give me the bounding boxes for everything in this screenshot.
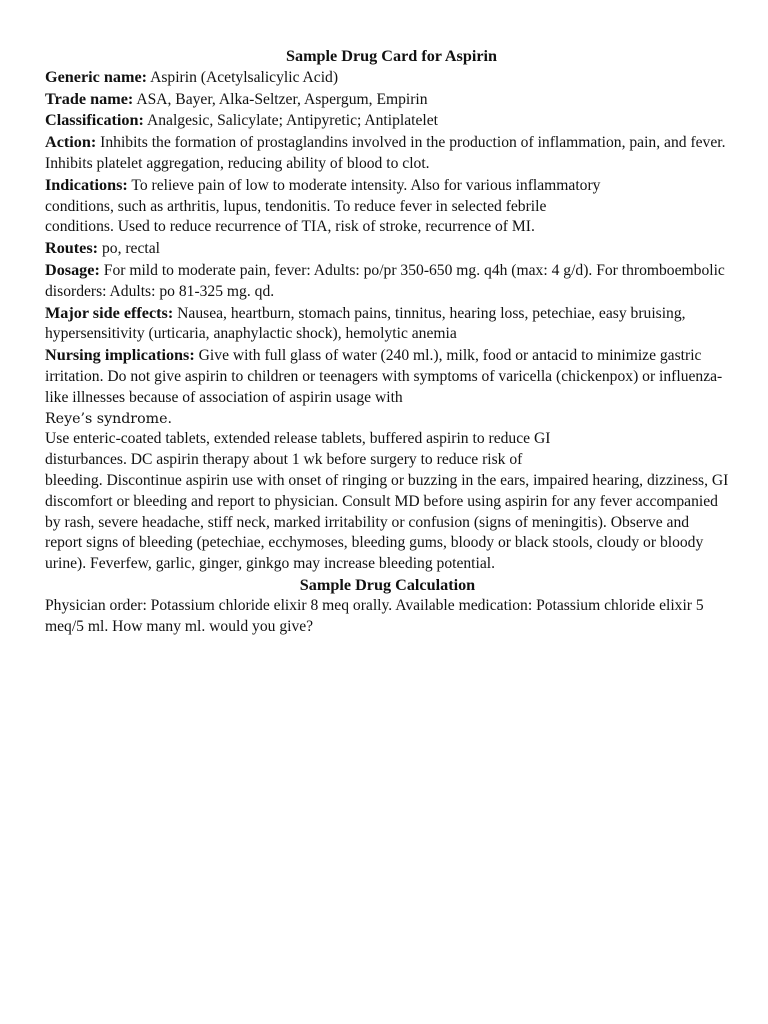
classification-label: Classification:	[45, 111, 144, 130]
trade-name-label: Trade name:	[45, 89, 134, 108]
routes-value: po, rectal	[101, 240, 160, 258]
nursing-implications-row	[45, 345, 730, 575]
side-effects-row	[45, 303, 730, 346]
classification-row	[45, 110, 730, 132]
generic-name-row	[45, 67, 730, 89]
indications-line-3: conditions. Used to reduce recurrence of TIA, risk of stroke, recurrence of MI.	[45, 218, 535, 236]
indications-label: Indications:	[45, 175, 128, 194]
generic-name-value: Aspirin (Acetylsalicylic Acid)	[150, 68, 339, 86]
nursing-line-b: disturbances. DC aspirin therapy about 1 wk before surgery to reduce risk of	[45, 451, 523, 469]
action-row	[45, 132, 730, 175]
nursing-rest: bleeding. Discontinue aspirin use with onset of ringing or buzzing in the ears, impaired hearing, dizziness, GI discomfort or bleeding and report to physician. Consult MD before using aspirin for any fever accompanied by rash, severe headache, stiff neck, marked irritability or confusion (signs of meningitis). Observe and report signs of bleeding (petechiae, ecchymoses, bleeding gums, bloody or black stools, cloudy or bloody urine). Feverfew, garlic, ginger, ginkgo may increase bleeding potential.	[45, 471, 729, 573]
indications-line-1: To relieve pain of low to moderate intensity. Also for various inflammatory	[131, 176, 601, 194]
drug-card-document	[45, 46, 730, 637]
routes-row	[45, 238, 730, 260]
trade-name-row	[45, 89, 730, 111]
generic-name-label: Generic name:	[45, 67, 148, 86]
indications-line-2: conditions, such as arthritis, lupus, tendonitis. To reduce fever in selected febrile	[45, 197, 547, 215]
nursing-line-a: Use enteric-coated tablets, extended release tablets, buffered aspirin to reduce GI	[45, 430, 551, 448]
trade-name-value: ASA, Bayer, Alka-Seltzer, Aspergum, Empirin	[136, 90, 428, 108]
calculation-text: Physician order: Potassium chloride elixir 8 meq orally. Available medication: Potassium chloride elixir 5 meq/5 ml. How many ml. would you give?	[45, 596, 704, 635]
action-label: Action:	[45, 133, 97, 152]
dosage-value: For mild to moderate pain, fever: Adults: po/pr 350-650 mg. q4h (max: 4 g/d). For thromboembolic disorders: Adults: po 81-325 mg. qd.	[45, 261, 725, 300]
nursing-implications-label: Nursing implications:	[45, 346, 195, 365]
routes-label: Routes:	[45, 239, 99, 258]
action-value: Inhibits the formation of prostaglandins involved in the production of inflammation, pain, and fever. Inhibits platelet aggregation, reducing ability of blood to clot.	[45, 134, 726, 172]
side-effects-label: Major side effects:	[45, 303, 174, 322]
card-title: Sample Drug Card for Aspirin	[285, 47, 498, 65]
indications-row	[45, 175, 730, 238]
dosage-label: Dosage:	[45, 260, 100, 279]
dosage-row	[45, 260, 730, 303]
side-effects-value: Nausea, heartburn, stomach pains, tinnitus, hearing loss, petechiae, easy bruising, hypersensitivity (urticaria, anaphylactic shock), hemolytic anemia	[45, 304, 686, 343]
nursing-implications-value: Give with full glass of water (240 ml.), milk, food or antacid to minimize gastric irritation. Do not give aspirin to children or teenagers with symptoms of varicella (chickenpox) or influenza-like illnesses because of association of aspirin usage with	[45, 347, 723, 406]
calculation-title: Sample Drug Calculation	[299, 575, 476, 594]
reye-syndrome-text: Reye’s syndrome.	[45, 410, 172, 427]
classification-value: Analgesic, Salicylate; Antipyretic; Antiplatelet	[146, 112, 438, 130]
